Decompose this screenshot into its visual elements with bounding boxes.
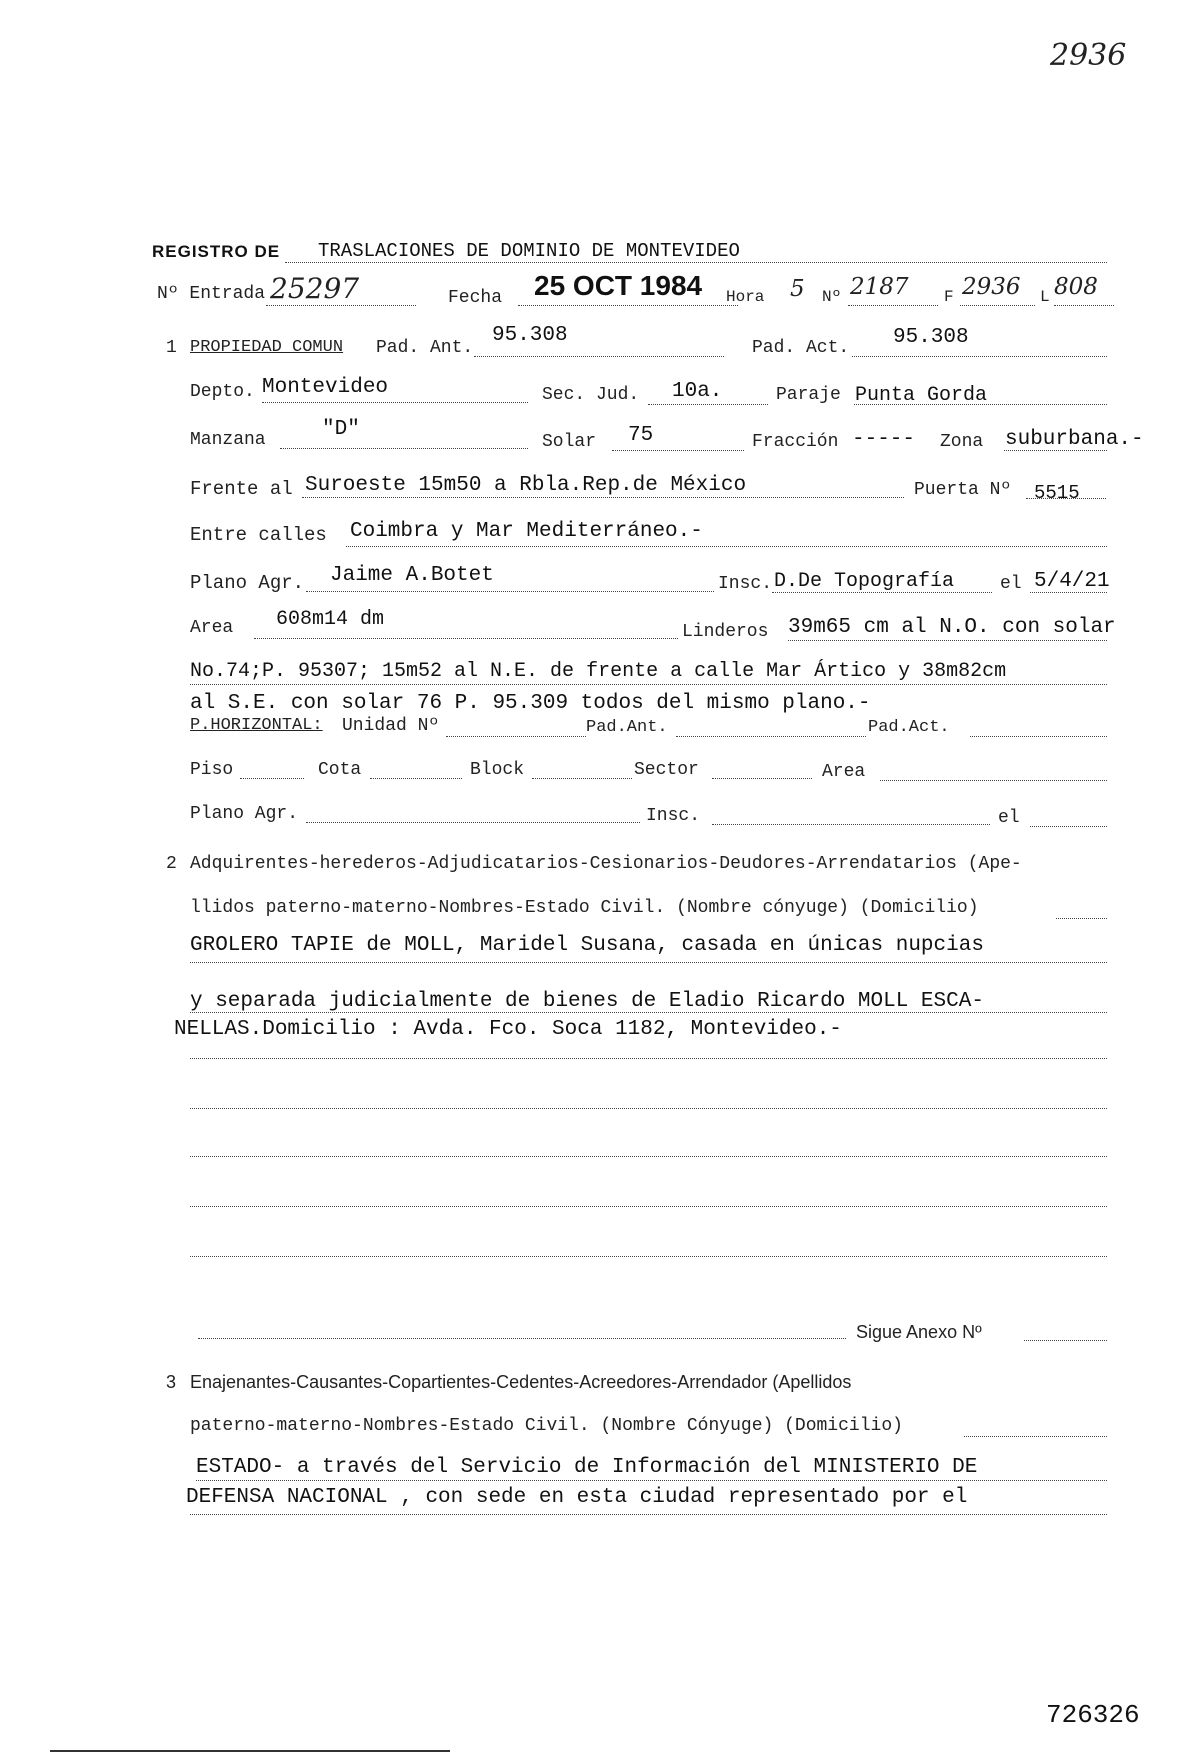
el-label: el xyxy=(1000,574,1022,594)
pad-act-value: 95.308 xyxy=(893,326,969,349)
cota-line xyxy=(370,778,462,779)
hz-pad-act-label: Pad.Act. xyxy=(868,718,950,737)
hz-insc-label: Insc. xyxy=(646,806,701,826)
hora-label: Hora xyxy=(726,288,765,306)
pad-act-line xyxy=(852,356,1107,357)
section2-number: 2 xyxy=(166,854,177,874)
sector-label: Sector xyxy=(634,760,699,780)
hora-value: 5 xyxy=(790,276,805,302)
unidad-label: Unidad Nº xyxy=(342,716,440,736)
section3-heading-line xyxy=(964,1436,1107,1437)
linderos-cont-2: al S.E. con solar 76 P. 95.309 todos del mismo plano.- xyxy=(190,692,871,715)
section2-rule-1 xyxy=(190,962,1107,963)
frente-label: Frente al xyxy=(190,478,293,500)
pad-act-label: Pad. Act. xyxy=(752,338,850,358)
hz-area-line xyxy=(880,780,1107,781)
insc-value: D.De Topografía xyxy=(774,570,955,593)
solar-value: 75 xyxy=(628,424,654,447)
registro-label: REGISTRO DE xyxy=(152,242,281,261)
linderos-line xyxy=(788,640,1107,641)
registro-line xyxy=(285,262,1107,263)
f-label: F xyxy=(944,288,954,306)
section3-rule-2 xyxy=(190,1514,1107,1515)
entrada-line xyxy=(266,305,416,306)
l-label: L xyxy=(1040,288,1050,306)
entrada-label: Nº Entrada xyxy=(157,284,266,304)
frente-line xyxy=(302,497,904,498)
plano-label: Plano Agr. xyxy=(190,572,305,594)
section3-rule-1 xyxy=(196,1480,1107,1481)
plano-line xyxy=(306,591,714,592)
unidad-line xyxy=(446,736,586,737)
section2-line-1: GROLERO TAPIE de MOLL, Maridel Susana, casada en únicas nupcias xyxy=(190,934,984,957)
horizontal-title: P.HORIZONTAL: xyxy=(190,716,323,735)
section2-rule-3 xyxy=(190,1058,1107,1059)
depto-label: Depto. xyxy=(190,382,255,402)
n-line xyxy=(848,305,938,306)
sigue-anexo-rule xyxy=(198,1338,846,1339)
solar-label: Solar xyxy=(542,432,597,452)
section2-line-3: NELLAS.Domicilio : Avda. Fco. Soca 1182, Montevideo.- xyxy=(174,1018,842,1041)
section3-heading-1: Enajenantes-Causantes-Copartientes-Cedentes-Acreedores-Arrendador (Apellidos xyxy=(190,1372,852,1392)
manzana-value: "D" xyxy=(322,418,360,441)
sector-line xyxy=(712,778,812,779)
bottom-edge-rule xyxy=(50,1750,450,1752)
hz-pad-ant-line xyxy=(676,736,866,737)
entrada-value: 25297 xyxy=(270,272,360,305)
puerta-label: Puerta Nº xyxy=(914,480,1012,500)
fecha-line xyxy=(518,305,738,306)
plano-value: Jaime A.Botet xyxy=(330,564,494,587)
pad-ant-line xyxy=(474,356,724,357)
hz-insc-line xyxy=(712,824,990,825)
registro-value: TRASLACIONES DE DOMINIO DE MONTEVIDEO xyxy=(318,240,740,262)
area-value: 608m14 dm xyxy=(276,608,385,631)
piso-label: Piso xyxy=(190,760,234,780)
l-value: 808 xyxy=(1054,274,1098,300)
hz-el-line xyxy=(1030,826,1107,827)
piso-line xyxy=(240,778,304,779)
sigue-anexo-line xyxy=(1024,1340,1107,1341)
linderos-label: Linderos xyxy=(682,622,769,642)
area-label: Area xyxy=(190,618,234,638)
section2-heading-line xyxy=(1056,918,1107,919)
linderos-cont-1: No.74;P. 95307; 15m52 al N.E. de frente a calle Mar Ártico y 38m82cm xyxy=(190,660,1007,683)
linderos-value: 39m65 cm al N.O. con solar xyxy=(788,616,1116,639)
zona-label: Zona xyxy=(940,432,984,452)
document-serial-number: 726326 xyxy=(1046,1700,1140,1730)
section3-line-1: ESTADO- a través del Servicio de Información del MINISTERIO DE xyxy=(196,1456,978,1479)
paraje-label: Paraje xyxy=(776,385,841,405)
f-value: 2936 xyxy=(962,274,1021,300)
linderos-cont-1-line xyxy=(190,684,1107,685)
puerta-value: 5515 xyxy=(1034,482,1080,504)
block-line xyxy=(532,778,632,779)
area-line xyxy=(254,638,678,639)
frente-value: Suroeste 15m50 a Rbla.Rep.de México xyxy=(305,474,747,497)
depto-line xyxy=(262,402,528,403)
n-value: 2187 xyxy=(850,274,909,300)
manzana-line xyxy=(280,448,528,449)
section3-line-2: DEFENSA NACIONAL , con sede en esta ciudad representado por el xyxy=(186,1486,968,1509)
hz-pad-ant-label: Pad.Ant. xyxy=(586,718,668,737)
section2-heading-1: Adquirentes-herederos-Adjudicatarios-Cesionarios-Deudores-Arrendatarios (Ape- xyxy=(190,854,1022,874)
section2-rule-6 xyxy=(190,1206,1107,1207)
zona-value: suburbana.- xyxy=(1005,428,1144,451)
sigue-anexo-label: Sigue Anexo Nº xyxy=(856,1322,982,1342)
section2-line-2: y separada judicialmente de bienes de Eladio Ricardo MOLL ESCA- xyxy=(190,990,984,1013)
fraccion-label: Fracción xyxy=(752,432,839,452)
block-label: Block xyxy=(470,760,525,780)
insc-label: Insc. xyxy=(718,574,773,594)
corner-page-number: 2936 xyxy=(1050,38,1127,73)
hz-area-label: Area xyxy=(822,762,866,782)
el-value: 5/4/21 xyxy=(1034,570,1110,593)
hz-el-label: el xyxy=(998,808,1020,828)
section1-number: 1 xyxy=(166,338,177,358)
section3-heading-2: paterno-materno-Nombres-Estado Civil. (Nombre Cónyuge) (Domicilio) xyxy=(190,1416,903,1436)
pad-ant-label: Pad. Ant. xyxy=(376,338,474,358)
secjud-label: Sec. Jud. xyxy=(542,385,640,405)
section2-rule-2 xyxy=(190,1012,1107,1013)
l-line xyxy=(1054,305,1114,306)
section2-heading-2: llidos paterno-materno-Nombres-Estado Civil. (Nombre cónyuge) (Domicilio) xyxy=(190,898,979,918)
section3-number: 3 xyxy=(166,1372,177,1392)
section2-rule-7 xyxy=(190,1256,1107,1257)
manzana-label: Manzana xyxy=(190,430,266,450)
section2-rule-4 xyxy=(190,1108,1107,1109)
depto-value: Montevideo xyxy=(262,376,389,399)
fraccion-value: ----- xyxy=(852,428,916,451)
fecha-stamp: 25 OCT 1984 xyxy=(534,270,703,301)
cota-label: Cota xyxy=(318,760,362,780)
hz-pad-act-line xyxy=(970,736,1107,737)
solar-line xyxy=(612,450,744,451)
entre-calles-label: Entre calles xyxy=(190,524,327,546)
f-line xyxy=(960,305,1035,306)
entre-calles-line xyxy=(346,546,1107,547)
section1-title: PROPIEDAD COMUN xyxy=(190,338,344,357)
hz-plano-label: Plano Agr. xyxy=(190,804,299,824)
pad-ant-value: 95.308 xyxy=(492,324,568,347)
fecha-label: Fecha xyxy=(448,288,503,308)
entre-calles-value: Coimbra y Mar Mediterráneo.- xyxy=(350,520,703,543)
hz-plano-line xyxy=(306,822,640,823)
secjud-line xyxy=(648,404,768,405)
paraje-value: Punta Gorda xyxy=(855,384,988,407)
secjud-value: 10a. xyxy=(672,380,723,403)
n-label: Nº xyxy=(822,288,842,306)
section2-rule-5 xyxy=(190,1156,1107,1157)
